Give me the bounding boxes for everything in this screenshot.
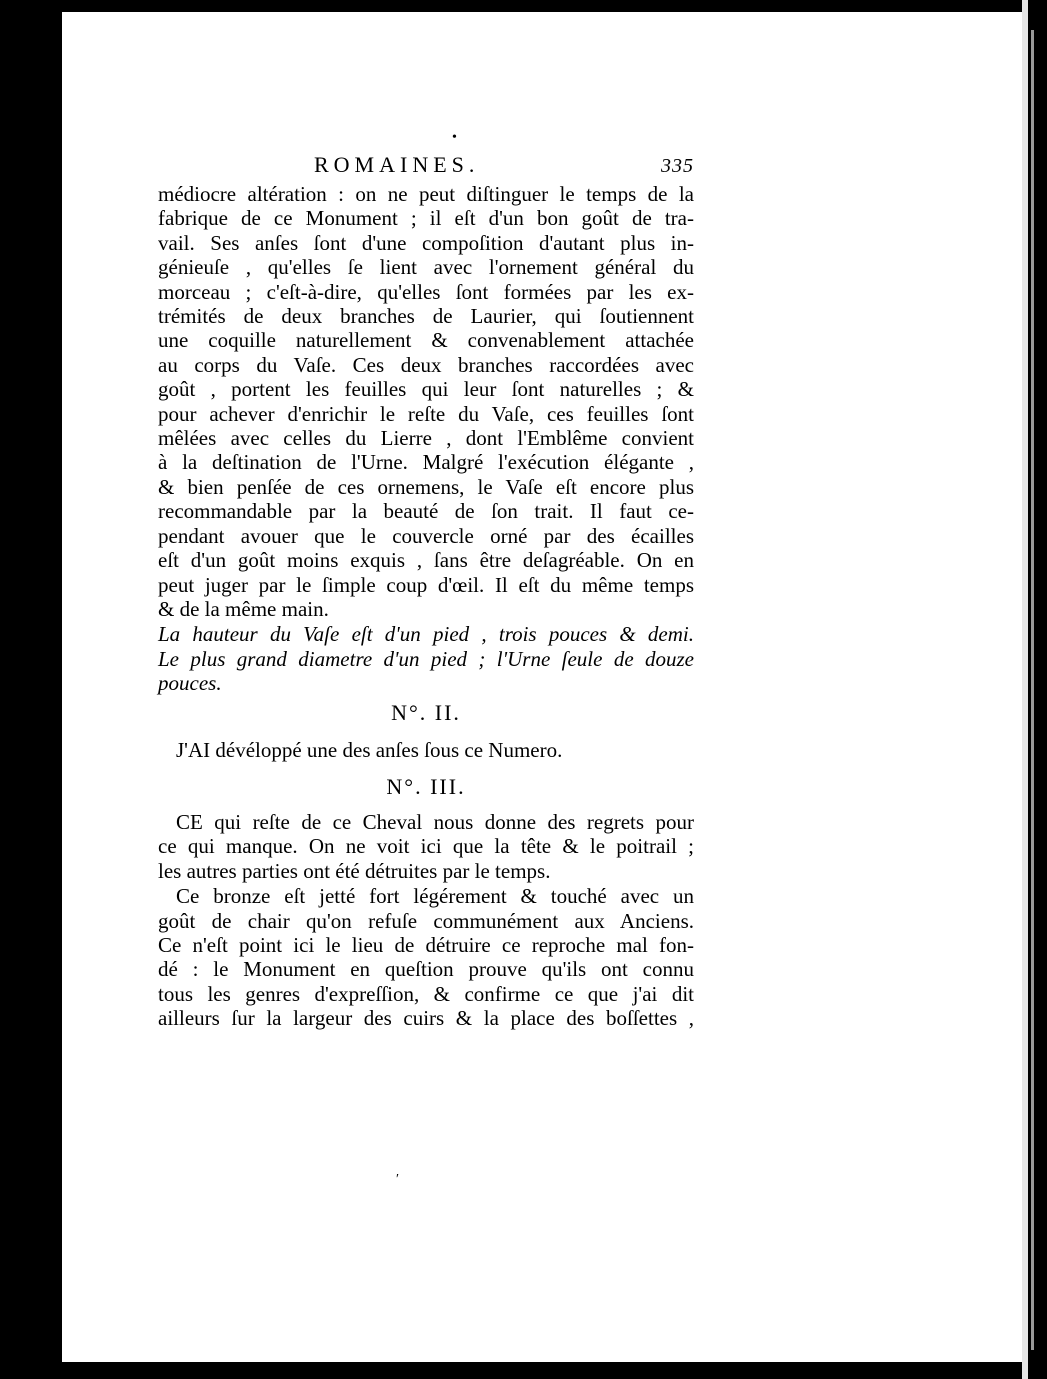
- text-line: médiocre altération : on ne peut diſtinguer le temps de la: [158, 182, 694, 206]
- paragraph-lead: CE: [176, 809, 203, 834]
- text-line: pour achever d'enrichir le reſte du Vaſe, ces feuilles ſont: [158, 401, 694, 426]
- text-line: au corps du Vaſe. Ces deux branches raccordées avec: [158, 352, 694, 377]
- paragraph-bronze: [158, 884, 694, 1030]
- running-header: [158, 152, 694, 182]
- paragraph-no-2: [158, 738, 694, 762]
- text-line: recommandable par la beauté de ſon trait. Il faut ce-: [158, 499, 694, 524]
- text-line: Ce bronze eſt jetté fort légérement & touché avec un: [176, 884, 694, 909]
- text-line: Ce n'eſt point ici le lieu de détruire ce reproche mal fon-: [158, 932, 694, 957]
- text-line: eſt d'un goût moins exquis , ſans être deſagréable. On en: [158, 548, 694, 573]
- paragraph-horse-fragment: [158, 810, 694, 883]
- text-line: une coquille naturellement & convenablement attachée: [158, 328, 694, 353]
- text-line: pendant avouer que le couvercle orné par des écailles: [158, 523, 694, 548]
- text-line: peut juger par le ſimple coup d'œil. Il eſt du même temps: [158, 572, 694, 597]
- text-line: goût , portent les feuilles qui leur ſont naturelles ; &: [158, 377, 694, 402]
- scan-mark: •: [452, 130, 457, 145]
- text-line: mêlées avec celles du Lierre , dont l'Emblême convient: [158, 426, 694, 451]
- paragraph-no-2-lead: J'AI: [176, 737, 211, 762]
- text-line: [158, 810, 694, 834]
- text-line: & de la même main.: [158, 596, 329, 621]
- measurement-line: pouces.: [158, 671, 222, 696]
- paragraph-no-2-text: dévéloppé une des anſes ſous ce Numero.: [210, 737, 563, 762]
- scan-mark: ′: [396, 1172, 400, 1187]
- page-text: [158, 152, 694, 1031]
- scan-edge: [1022, 0, 1028, 1379]
- text-line: morceau ; c'eſt-à-dire, qu'elles ſont formées par les ex-: [158, 279, 694, 304]
- scan-edge-inner: [1031, 30, 1034, 1350]
- page-number: 335: [661, 155, 694, 177]
- text-line: goût de chair qu'on refuſe communément aux Anciens.: [158, 908, 694, 933]
- text-line: & bien penſée de ces ornemens, le Vaſe eſt encore plus: [158, 474, 694, 499]
- running-title: ROMAINES.: [314, 152, 480, 177]
- measurements-note: [158, 622, 694, 695]
- measurement-line: Le plus grand diametre d'un pied ; l'Urne ſeule de douze: [158, 646, 694, 671]
- text-line: tous les genres d'expreſſion, & confirme ce que j'ai dit: [158, 981, 694, 1006]
- text-line: fabrique de ce Monument ; il eſt d'un bon goût de tra-: [158, 206, 694, 231]
- measurement-line: La hauteur du Vaſe eſt d'un pied , trois pouces & demi.: [158, 622, 694, 647]
- paragraph-vase-description: [158, 182, 694, 621]
- text-line: génieuſe , qu'elles ſe lient avec l'ornement général du: [158, 255, 694, 280]
- text-line-rest: qui reſte de ce Cheval nous donne des regrets pour: [202, 809, 694, 834]
- text-line: ailleurs ſur la largeur des cuirs & la place des boſſettes ,: [158, 1006, 694, 1031]
- text-line: trémités de deux branches de Laurier, qui ſoutiennent: [158, 304, 694, 329]
- text-line: ce qui manque. On ne voit ici que la tête & le poitrail ;: [158, 834, 694, 859]
- heading-no-2: N°. II.: [391, 699, 461, 725]
- text-line: vail. Ses anſes ſont d'une compoſition d'autant plus in-: [158, 230, 694, 255]
- heading-no-3: N°. III.: [386, 773, 466, 799]
- text-line: dé : le Monument en queſtion prouve qu'ils ont connu: [158, 957, 694, 982]
- text-line: à la deſtination de l'Urne. Malgré l'exécution élégante ,: [158, 450, 694, 475]
- text-line: les autres parties ont été détruites par le temps.: [158, 858, 551, 883]
